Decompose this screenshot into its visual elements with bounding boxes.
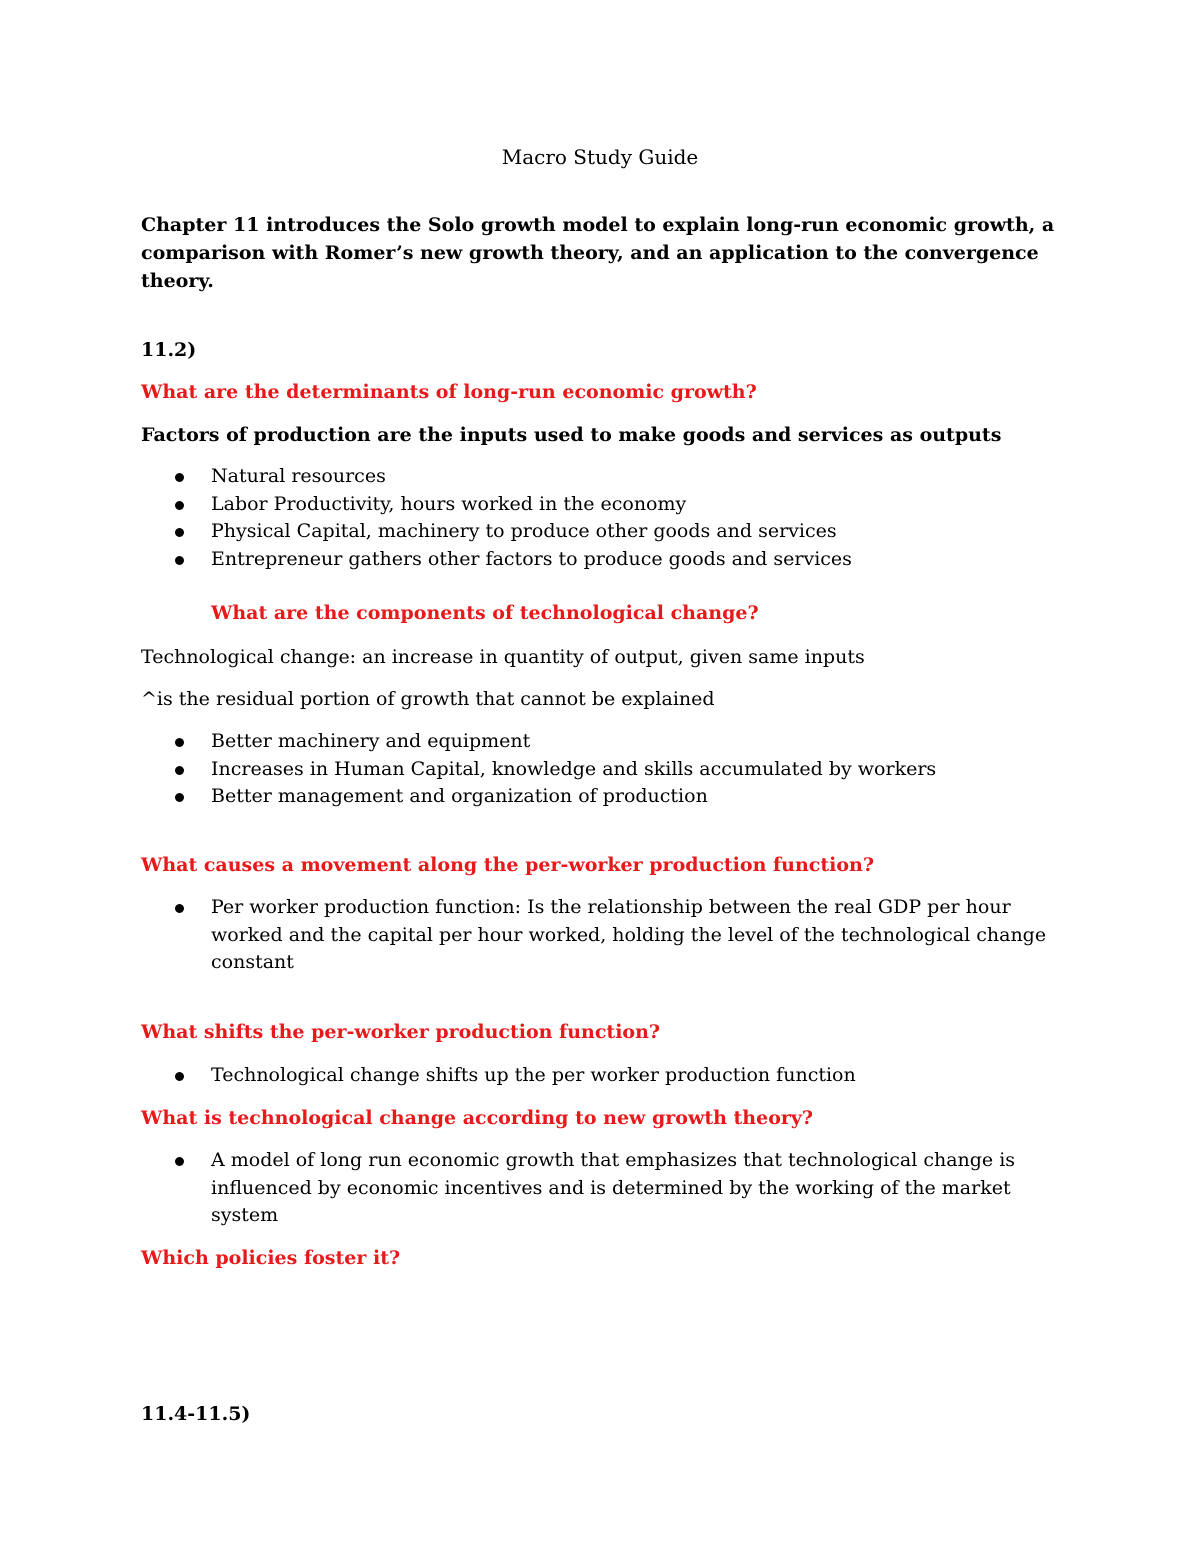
list-item: Physical Capital, machinery to produce other goods and services bbox=[141, 518, 852, 546]
bullet-icon bbox=[175, 556, 184, 565]
ngt-list bbox=[141, 1147, 1015, 1230]
intro-paragraph bbox=[141, 211, 1054, 295]
section-number: 11.4-11.5) bbox=[141, 1403, 251, 1425]
factors-list bbox=[141, 463, 852, 573]
shift-list bbox=[141, 1062, 856, 1090]
question-heading: What is technological change according to new growth theory? bbox=[141, 1107, 814, 1129]
list-item: Entrepreneur gathers other factors to produce goods and services bbox=[141, 546, 852, 574]
tech-definition: Technological change: an increase in quantity of output, given same inputs bbox=[141, 646, 865, 668]
bullet-icon bbox=[175, 1072, 184, 1081]
list-item: Natural resources bbox=[141, 463, 852, 491]
list-item: Better management and organization of production bbox=[141, 783, 936, 811]
bullet-icon bbox=[175, 766, 184, 775]
pwpf-list bbox=[141, 894, 1046, 977]
question-heading: What causes a movement along the per-worker production function? bbox=[141, 854, 874, 876]
bullet-icon bbox=[175, 793, 184, 802]
bullet-icon bbox=[175, 738, 184, 747]
bullet-icon bbox=[175, 528, 184, 537]
bullet-icon bbox=[175, 1157, 184, 1166]
intro-line: theory. bbox=[141, 270, 214, 292]
list-item: Labor Productivity, hours worked in the economy bbox=[141, 491, 852, 519]
question-heading: What are the components of technological change? bbox=[211, 602, 759, 624]
tech-components-list bbox=[141, 728, 936, 811]
list-item: A model of long run economic growth that emphasizes that technological change is influenced by economic incentives and is determined by the working of the market system bbox=[141, 1147, 1015, 1230]
list-item: Per worker production function: Is the relationship between the real GDP per hour worked and the capital per hour worked, holding the level of the technological change constant bbox=[141, 894, 1046, 977]
intro-line: Chapter 11 introduces the Solo growth model to explain long-run economic growth, a bbox=[141, 214, 1055, 236]
bullet-icon bbox=[175, 501, 184, 510]
question-heading: What are the determinants of long-run economic growth? bbox=[141, 381, 757, 403]
list-item: Increases in Human Capital, knowledge and skills accumulated by workers bbox=[141, 756, 936, 784]
bullet-icon bbox=[175, 904, 184, 913]
document-title: Macro Study Guide bbox=[501, 145, 699, 169]
bullet-icon bbox=[175, 473, 184, 482]
intro-line: comparison with Romer’s new growth theory, and an application to the convergence bbox=[141, 242, 1039, 264]
list-item: Better machinery and equipment bbox=[141, 728, 936, 756]
list-item: Technological change shifts up the per worker production function bbox=[141, 1062, 856, 1090]
section-number: 11.2) bbox=[141, 339, 197, 361]
tech-residual: ^is the residual portion of growth that cannot be explained bbox=[141, 688, 715, 710]
question-heading: What shifts the per-worker production function? bbox=[141, 1021, 661, 1043]
factors-heading: Factors of production are the inputs used to make goods and services as outputs bbox=[141, 424, 1002, 446]
question-heading: Which policies foster it? bbox=[141, 1247, 401, 1269]
